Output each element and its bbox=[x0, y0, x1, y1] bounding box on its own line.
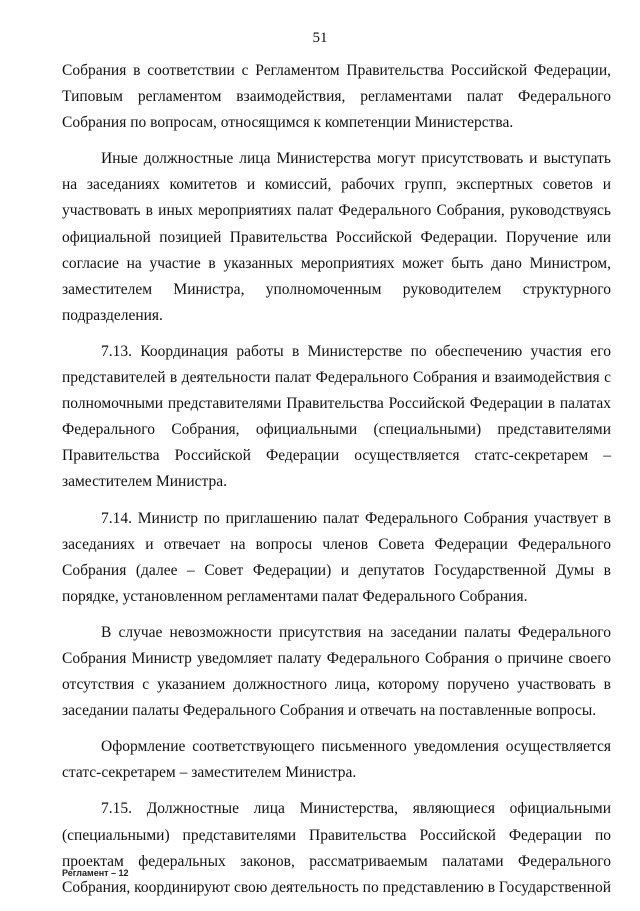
page-footer: Регламент – 12 bbox=[62, 868, 129, 878]
paragraph-7-14: 7.14. Министр по приглашению палат Федерального Собрания участвует в заседаниях и отвечает на вопросы членов Совета Федерации Федерального Собрания (далее – Совет Федерации) и депутатов Государственной Думы в порядке, установленном регламентами палат Федерального Собрания. bbox=[62, 509, 611, 605]
paragraph-continuation: Собрания в соответствии с Регламентом Правительства Российской Федерации, Типовым регламентом взаимодействия, регламентами палат Федерального Собрания по вопросам, относящимся к компетенции Министерства. bbox=[62, 62, 611, 132]
paragraph-absence: В случае невозможности присутствия на заседании палаты Федерального Собрания Министр уведомляет палату Федерального Собрания о причине своего отсутствия с указанием должностного лица, которому поручено участвовать в заседании палаты Федерального Собрания и отвечать на поставленные вопросы. bbox=[62, 623, 611, 720]
paragraph-7-13: 7.13. Координация работы в Министерстве по обеспечению участия его представителей в деятельности палат Федерального Собрания и взаимодействия с полномочными представителями Правительства Российской Федерации в палатах Федерального Собрания, официальными (специальными) представителями Правительства Российской Федерации осуществляется статс-секретарем – заместителем Министра. bbox=[62, 342, 611, 491]
paragraph-7-15: 7.15. Должностные лица Министерства, являющиеся официальными (специальными) представителями Правительства Российской Федерации по проектам федеральных законов, рассматриваемым палатами Федерального Собрания, координируют свою деятельность по представлению в Государственной bbox=[62, 800, 611, 896]
page-number: 51 bbox=[312, 30, 328, 46]
paragraph-notification: Оформление соответствующего письменного уведомления осуществляется статс-секретарем – заместителем Министра. bbox=[62, 738, 611, 782]
document-body bbox=[62, 58, 611, 911]
paragraph-other-officials: Иные должностные лица Министерства могут присутствовать и выступать на заседаниях комитетов и комиссий, рабочих групп, экспертных советов и участвовать в иных мероприятиях палат Федерального Собрания, руководствуясь официальной позицией Правительства Российской Федерации. Поручение или согласие на участие в указанных мероприятиях может быть дано Министром, заместителем Министра, уполномоченным руководителем структурного подразделения. bbox=[62, 150, 611, 324]
